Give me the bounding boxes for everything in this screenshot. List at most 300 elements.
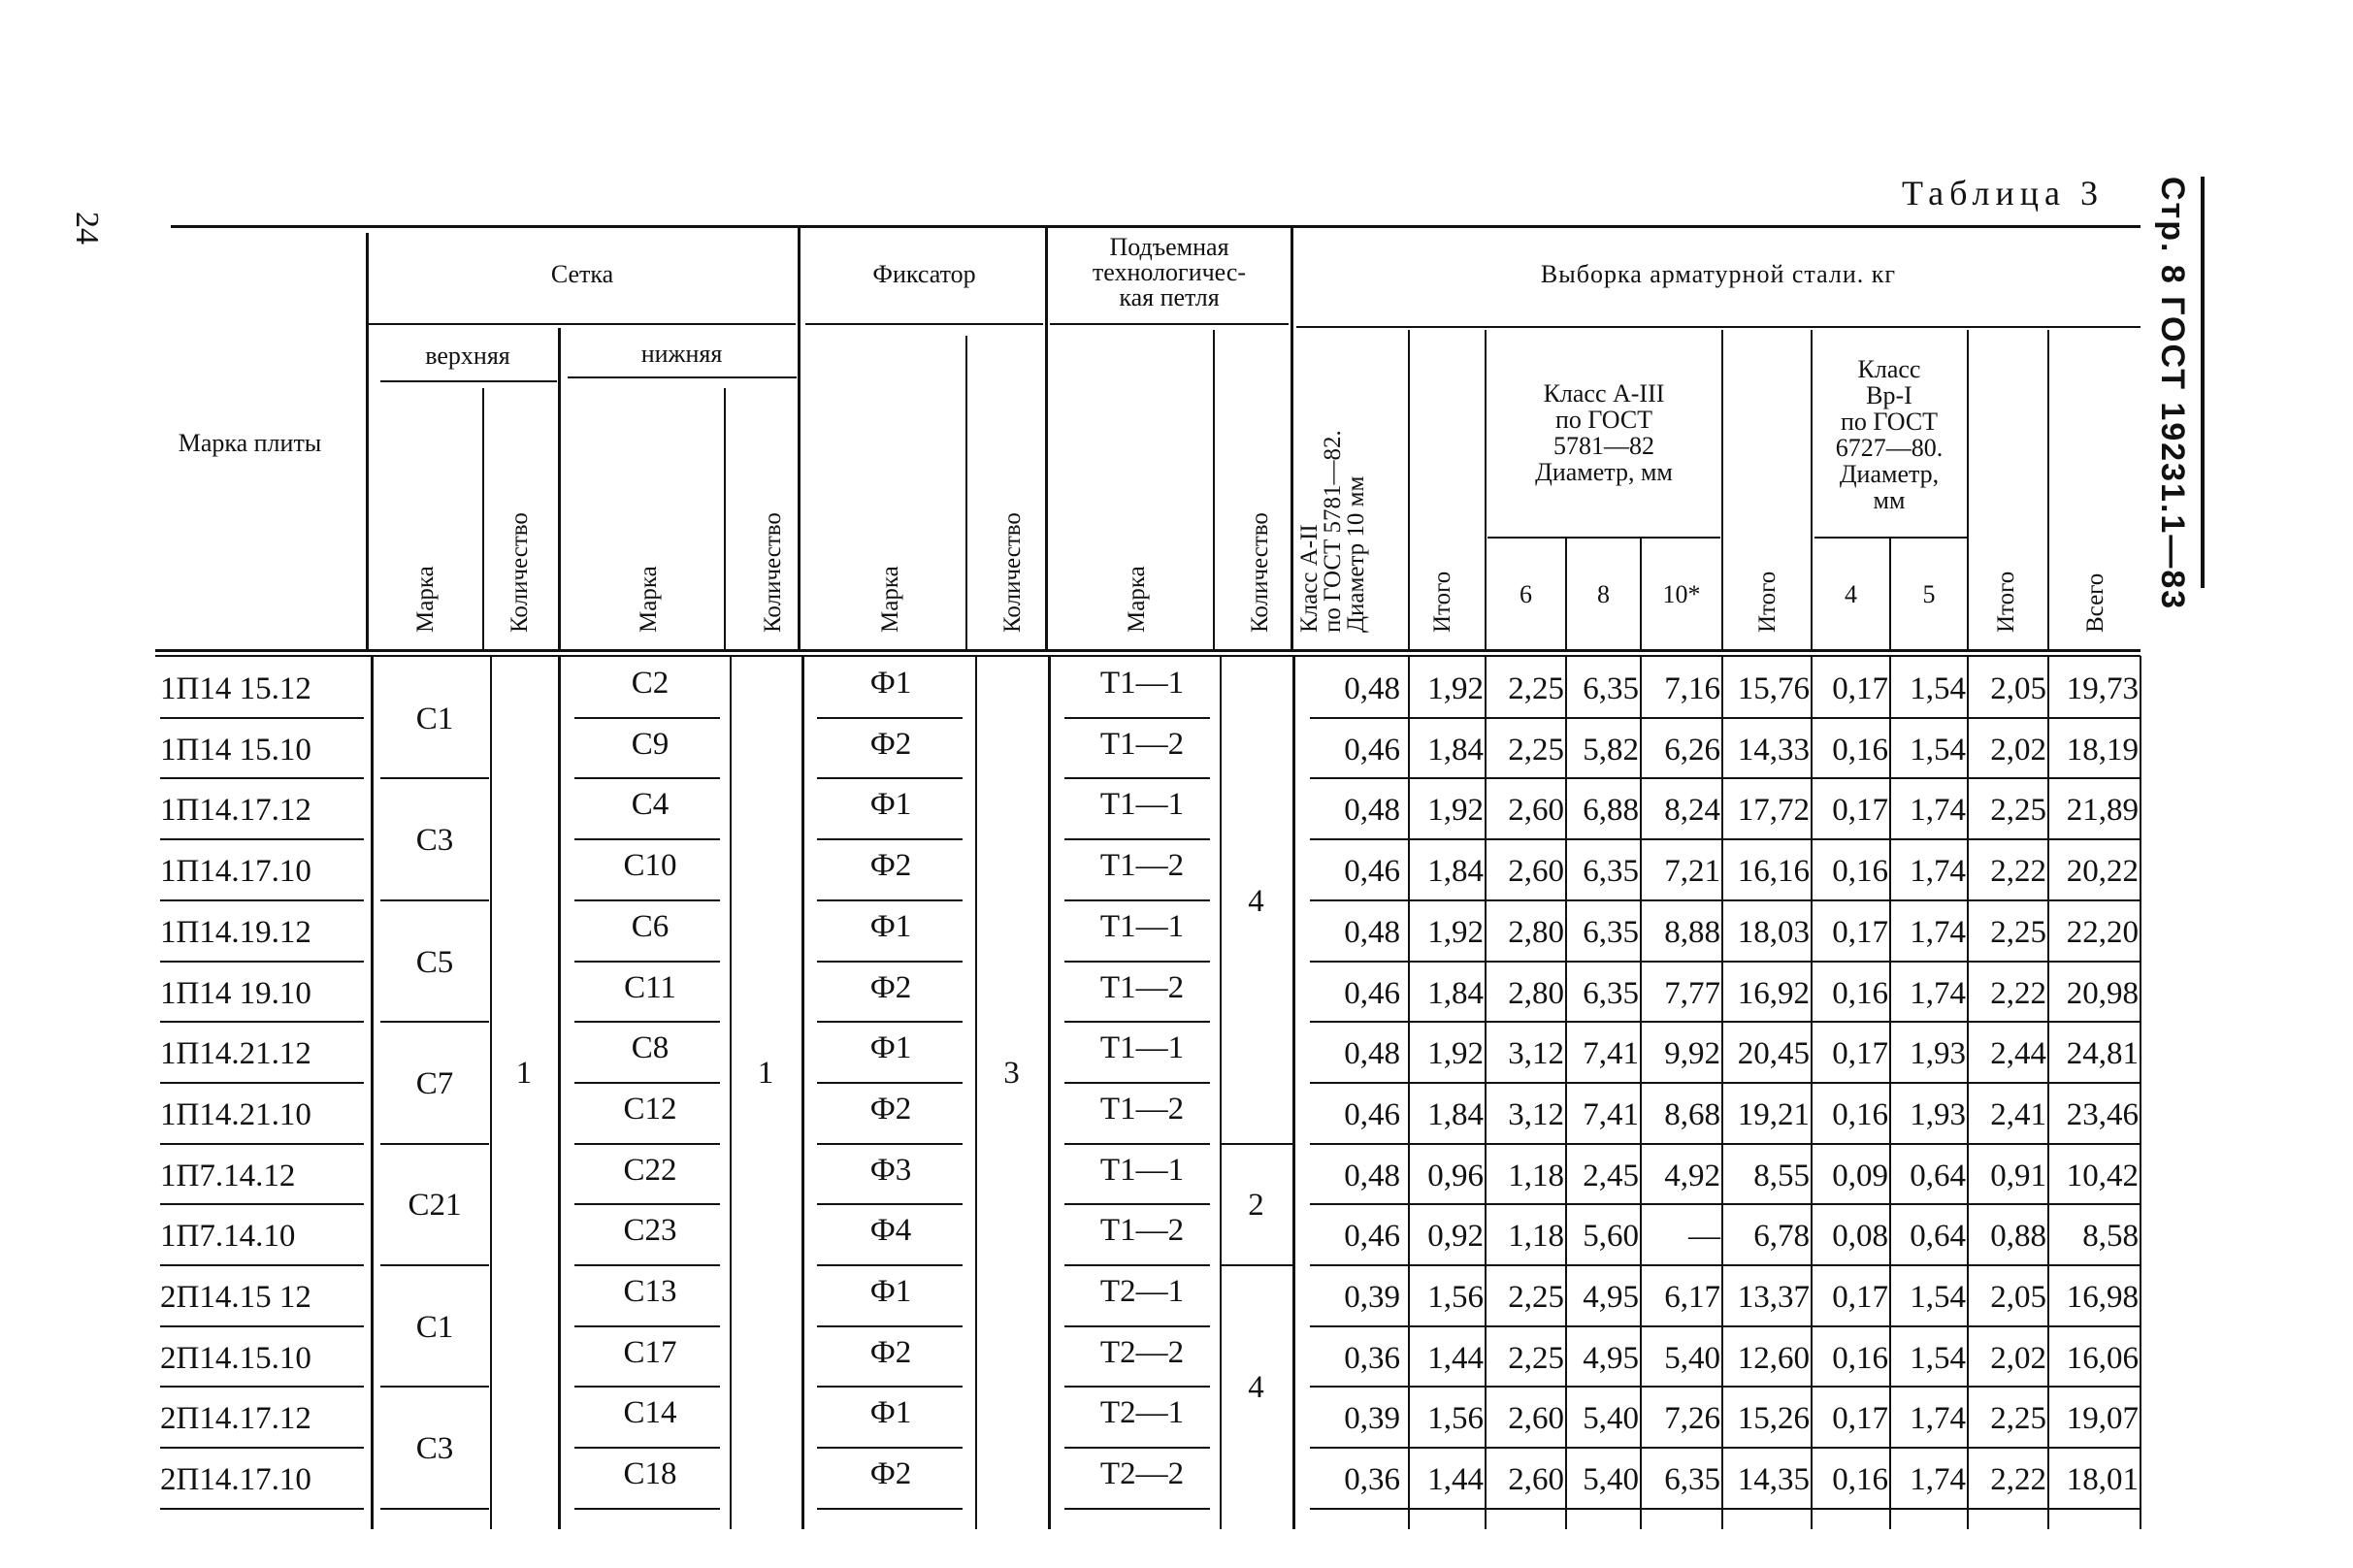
value-d8: 6,35: [1583, 976, 1639, 1011]
group-line: [380, 1021, 489, 1023]
value-total: 19,07: [2066, 1401, 2139, 1436]
row-line: [817, 899, 963, 901]
fixator-mark: Ф4: [869, 1213, 912, 1248]
row-line: [817, 717, 963, 719]
lower-mesh-mark: С9: [631, 727, 670, 762]
value-it1: 0,96: [1427, 1159, 1484, 1193]
value-a2: 0,48: [1344, 793, 1400, 828]
value-d8: 6,88: [1583, 793, 1639, 828]
body-vline: [1811, 656, 1813, 1529]
hdr-vline: [965, 336, 967, 650]
fixator-mark: Ф1: [869, 1274, 912, 1309]
value-d10: 6,35: [1664, 1462, 1720, 1497]
side-rule: [2201, 177, 2205, 588]
upper-qty: 1: [515, 1056, 533, 1091]
header-d10: 10*: [1662, 580, 1701, 608]
header-class-bp-line: Вр-I: [1866, 381, 1912, 409]
value-d8: 4,95: [1583, 1280, 1639, 1315]
header-loop-qty: Количество: [1247, 512, 1273, 633]
header-class-bp-line: 6727—80.: [1835, 434, 1944, 462]
value-a2: 0,39: [1344, 1280, 1400, 1315]
loop-mark: Т2—1: [1099, 1274, 1185, 1309]
row-line: [574, 1447, 720, 1449]
value-it2: 14,33: [1737, 733, 1810, 768]
row-line: [574, 961, 720, 963]
plate-mark: 1П14.17.12: [160, 793, 311, 828]
value-d8: 4,95: [1583, 1341, 1639, 1376]
row-line: [1064, 717, 1210, 719]
value-d10: 5,40: [1664, 1341, 1720, 1376]
row-line: [160, 1386, 364, 1388]
row-line: [160, 1325, 364, 1327]
value-d8: 7,41: [1583, 1036, 1639, 1071]
value-it3: 2,44: [1990, 1036, 2046, 1071]
value-it2: 18,03: [1737, 915, 1810, 950]
fixator-mark: Ф1: [869, 1395, 912, 1430]
loop-group-line: [1220, 1264, 1292, 1266]
lower-qty: 1: [757, 1056, 774, 1091]
value-it3: 2,25: [1990, 915, 2046, 950]
value-d4: 0,17: [1832, 671, 1888, 706]
group-line: [380, 1386, 489, 1388]
row-line: [1064, 1143, 1210, 1145]
value-d6: 2,80: [1508, 976, 1564, 1011]
row-line: [160, 961, 364, 963]
value-d10: —: [1688, 1219, 1720, 1254]
body-vline: [490, 656, 492, 1529]
row-line: [1064, 1447, 1210, 1449]
header-class-a2-line: по ГОСТ 5781—82.: [1320, 430, 1346, 633]
row-line: [1310, 717, 2140, 719]
row-line: [817, 1508, 963, 1510]
value-it1: 1,92: [1427, 671, 1484, 706]
row-line: [160, 899, 364, 901]
header-petlya-line: технологичес-: [1092, 258, 1247, 286]
loop-mark: Т1—1: [1099, 787, 1185, 822]
value-d6: 2,60: [1508, 1401, 1564, 1436]
row-line: [160, 1447, 364, 1449]
value-d4: 0,16: [1832, 976, 1888, 1011]
hdr-hline: [1814, 537, 1967, 539]
value-it2: 12,60: [1737, 1341, 1810, 1376]
row-line: [574, 838, 720, 840]
header-bottom-rule-2: [155, 655, 2141, 657]
value-d6: 2,60: [1508, 793, 1564, 828]
header-class-a3-line: Диаметр, мм: [1535, 458, 1673, 486]
value-d5: 0,64: [1910, 1159, 1966, 1193]
plate-mark: 1П14 15.10: [160, 733, 311, 768]
value-d5: 1,74: [1910, 976, 1966, 1011]
row-line: [160, 1143, 364, 1145]
row-line: [1064, 961, 1210, 963]
value-it2: 20,45: [1737, 1036, 1810, 1071]
upper-mesh-mark: С3: [415, 823, 454, 858]
body-vline: [1721, 656, 1723, 1529]
header-d5: 5: [1922, 580, 1936, 608]
body-vline: [1565, 656, 1567, 1529]
header-petlya-line: Подъемная: [1109, 233, 1229, 261]
value-it2: 15,76: [1737, 671, 1810, 706]
header-class-a2: [1298, 430, 1368, 633]
row-line: [1064, 1203, 1210, 1205]
header-class-a2-line: Класс А-II: [1296, 524, 1323, 633]
value-it3: 2,41: [1990, 1097, 2046, 1132]
body-vline: [730, 656, 732, 1529]
value-d10: 6,17: [1664, 1280, 1720, 1315]
row-line: [1310, 1264, 2140, 1266]
fixator-mark: Ф1: [869, 787, 912, 822]
hdr-hline: [1296, 326, 2141, 328]
upper-mesh-mark: С7: [415, 1066, 454, 1101]
value-it1: 1,56: [1427, 1401, 1484, 1436]
row-line: [1064, 1508, 1210, 1510]
row-line: [160, 1203, 364, 1205]
upper-mesh-mark: С3: [415, 1431, 454, 1466]
value-a2: 0,48: [1344, 1159, 1400, 1193]
value-d4: 0,09: [1832, 1159, 1888, 1193]
row-line: [1310, 838, 2140, 840]
row-line: [817, 1447, 963, 1449]
lower-mesh-mark: С8: [631, 1030, 670, 1065]
hdr-hline: [805, 323, 1043, 325]
value-d4: 0,17: [1832, 1280, 1888, 1315]
hdr-vline: [1721, 330, 1723, 650]
row-line: [1310, 777, 2140, 779]
plate-mark: 2П14.15 12: [160, 1280, 311, 1315]
loop-mark: Т1—2: [1099, 1213, 1185, 1248]
header-class-bp-line: Диаметр,: [1839, 460, 1940, 488]
row-line: [1310, 1447, 2140, 1449]
value-a2: 0,48: [1344, 1036, 1400, 1071]
fixator-qty: 3: [1003, 1056, 1020, 1091]
loop-mark: Т1—2: [1099, 970, 1185, 1005]
plate-mark: 1П14.21.12: [160, 1036, 311, 1071]
lower-mesh-mark: С10: [623, 848, 677, 883]
fixator-mark: Ф2: [869, 727, 912, 762]
body-vline: [371, 656, 374, 1529]
value-d5: 1,54: [1910, 1280, 1966, 1315]
value-it3: 2,02: [1990, 733, 2046, 768]
value-it2: 16,92: [1737, 976, 1810, 1011]
value-d6: 2,25: [1508, 733, 1564, 768]
value-d5: 1,74: [1910, 1462, 1966, 1497]
header-itogo-3: Итого: [1993, 571, 2019, 633]
plate-mark: 2П14.15.10: [160, 1341, 311, 1376]
row-line: [160, 777, 364, 779]
value-it3: 2,22: [1990, 1462, 2046, 1497]
fixator-mark: Ф2: [869, 1456, 912, 1491]
lower-mesh-mark: С22: [623, 1153, 677, 1188]
row-line: [1064, 1325, 1210, 1327]
value-it1: 1,84: [1427, 1097, 1484, 1132]
loop-group-line: [1220, 1143, 1292, 1145]
value-d8: 6,35: [1583, 671, 1639, 706]
row-line: [817, 961, 963, 963]
plate-mark: 1П14 19.10: [160, 976, 311, 1011]
row-line: [574, 1021, 720, 1023]
fixator-mark: Ф1: [869, 666, 912, 701]
header-fiksator: Фиксатор: [872, 260, 976, 288]
header-petlya: [1050, 235, 1289, 310]
value-d8: 7,41: [1583, 1097, 1639, 1132]
plate-mark: 1П14.17.10: [160, 854, 311, 889]
group-line: [380, 1264, 489, 1266]
value-it2: 19,21: [1737, 1097, 1810, 1132]
value-d8: 6,35: [1583, 854, 1639, 889]
row-line: [1310, 1508, 2140, 1510]
value-d5: 1,54: [1910, 671, 1966, 706]
body-vline: [2047, 656, 2049, 1529]
value-d5: 1,74: [1910, 1401, 1966, 1436]
value-d4: 0,16: [1832, 1341, 1888, 1376]
value-d6: 2,60: [1508, 1462, 1564, 1497]
value-it3: 0,88: [1990, 1219, 2046, 1254]
header-setka: Сетка: [550, 260, 614, 288]
body-vline: [2140, 656, 2141, 1529]
value-d6: 1,18: [1508, 1159, 1564, 1193]
row-line: [817, 1203, 963, 1205]
value-d10: 4,92: [1664, 1159, 1720, 1193]
value-total: 20,22: [2066, 854, 2139, 889]
loop-mark: Т1—1: [1099, 666, 1185, 701]
row-line: [574, 1143, 720, 1145]
value-d6: 2,25: [1508, 671, 1564, 706]
value-d5: 1,54: [1910, 1341, 1966, 1376]
value-d5: 1,93: [1910, 1097, 1966, 1132]
body-vline: [558, 656, 561, 1529]
loop-qty: 4: [1248, 884, 1264, 919]
fixator-mark: Ф2: [869, 970, 912, 1005]
row-line: [1064, 777, 1210, 779]
body-vline: [1408, 656, 1410, 1529]
value-it1: 1,84: [1427, 854, 1484, 889]
value-d8: 5,40: [1583, 1462, 1639, 1497]
header-verhnyaya: верхняя: [425, 342, 510, 370]
value-it1: 1,92: [1427, 1036, 1484, 1071]
row-line: [574, 1508, 720, 1510]
row-line: [574, 1325, 720, 1327]
hdr-vline: [798, 228, 801, 650]
group-line: [380, 1143, 489, 1145]
row-line: [1310, 1082, 2140, 1084]
lower-mesh-mark: С11: [624, 970, 676, 1005]
row-line: [817, 1325, 963, 1327]
value-d4: 0,16: [1832, 1097, 1888, 1132]
lower-mesh-mark: С6: [631, 909, 670, 944]
value-d10: 7,16: [1664, 671, 1720, 706]
value-d8: 2,45: [1583, 1159, 1639, 1193]
fixator-mark: Ф2: [869, 1092, 912, 1127]
upper-mesh-mark: С5: [415, 945, 454, 980]
header-itogo-1: Итого: [1429, 571, 1455, 633]
lower-mesh-mark: С14: [623, 1395, 677, 1430]
value-a2: 0,39: [1344, 1401, 1400, 1436]
loop-qty: 4: [1248, 1370, 1264, 1405]
row-line: [1310, 1386, 2140, 1388]
header-lower-marka: Марка: [636, 566, 662, 633]
plate-mark: 1П14.19.12: [160, 915, 311, 950]
value-total: 18,01: [2066, 1462, 2139, 1497]
value-d4: 0,16: [1832, 733, 1888, 768]
header-class-a3-line: 5781—82: [1553, 432, 1654, 460]
value-d10: 6,26: [1664, 733, 1720, 768]
body-vline: [1967, 656, 1969, 1529]
fixator-mark: Ф1: [869, 1030, 912, 1065]
value-d5: 1,74: [1910, 854, 1966, 889]
row-line: [574, 717, 720, 719]
value-d4: 0,17: [1832, 1401, 1888, 1436]
row-line: [1064, 1021, 1210, 1023]
lower-mesh-mark: С18: [623, 1456, 677, 1491]
header-fix-qty: Количество: [999, 512, 1026, 633]
value-it2: 14,35: [1737, 1462, 1810, 1497]
header-nizhnyaya: нижняя: [640, 340, 723, 368]
loop-mark: Т1—2: [1099, 727, 1185, 762]
row-line: [817, 838, 963, 840]
loop-mark: Т1—1: [1099, 1030, 1185, 1065]
hdr-vline: [1967, 330, 1969, 650]
group-line: [380, 899, 489, 901]
body-vline: [801, 656, 804, 1529]
value-it2: 8,55: [1753, 1159, 1810, 1193]
row-line: [1064, 1264, 1210, 1266]
lower-mesh-mark: С17: [623, 1335, 677, 1370]
value-a2: 0,46: [1344, 1097, 1400, 1132]
row-line: [1310, 961, 2140, 963]
value-d8: 6,35: [1583, 915, 1639, 950]
value-it3: 0,91: [1990, 1159, 2046, 1193]
value-a2: 0,46: [1344, 976, 1400, 1011]
value-d5: 0,64: [1910, 1219, 1966, 1254]
upper-mesh-mark: С1: [415, 1310, 454, 1345]
value-d6: 2,80: [1508, 915, 1564, 950]
value-d4: 0,16: [1832, 854, 1888, 889]
value-it2: 13,37: [1737, 1280, 1810, 1315]
row-line: [574, 1386, 720, 1388]
value-d5: 1,74: [1910, 915, 1966, 950]
hdr-hline: [1487, 537, 1720, 539]
value-d10: 9,92: [1664, 1036, 1720, 1071]
row-line: [817, 1386, 963, 1388]
value-total: 20,98: [2066, 976, 2139, 1011]
plate-mark: 2П14.17.12: [160, 1401, 311, 1436]
hdr-vline: [2047, 330, 2049, 650]
row-line: [574, 1082, 720, 1084]
header-vsego: Всего: [2082, 572, 2108, 633]
value-it1: 1,84: [1427, 976, 1484, 1011]
page-number: 24: [69, 212, 105, 245]
hdr-vline: [724, 388, 726, 650]
row-line: [1310, 899, 2140, 901]
value-d10: 8,68: [1664, 1097, 1720, 1132]
plate-mark: 1П7.14.12: [160, 1159, 296, 1193]
header-class-a3-line: по ГОСТ: [1554, 406, 1653, 434]
row-line: [574, 899, 720, 901]
value-d5: 1,93: [1910, 1036, 1966, 1071]
loop-mark: Т2—1: [1099, 1395, 1185, 1430]
top-rule: [171, 225, 2141, 228]
value-total: 18,19: [2066, 733, 2139, 768]
hdr-vline: [558, 328, 561, 650]
upper-mesh-mark: С1: [415, 702, 454, 736]
header-marka-plity: Марка плиты: [178, 429, 322, 457]
loop-mark: Т2—2: [1099, 1335, 1185, 1370]
fixator-mark: Ф2: [869, 1335, 912, 1370]
value-d4: 0,17: [1832, 1036, 1888, 1071]
value-it2: 16,16: [1737, 854, 1810, 889]
value-a2: 0,46: [1344, 854, 1400, 889]
value-d6: 1,18: [1508, 1219, 1564, 1254]
value-total: 19,73: [2066, 671, 2139, 706]
header-class-a2-line: Диаметр 10 мм: [1343, 475, 1369, 633]
value-it2: 15,26: [1737, 1401, 1810, 1436]
loop-mark: Т1—1: [1099, 909, 1185, 944]
loop-mark: Т1—2: [1099, 1092, 1185, 1127]
row-line: [817, 1264, 963, 1266]
body-vline: [1292, 656, 1295, 1529]
value-it3: 2,22: [1990, 976, 2046, 1011]
side-header: Стр. 8 ГОСТ 19231.1—83: [2154, 177, 2191, 611]
value-it3: 2,25: [1990, 793, 2046, 828]
group-line: [380, 1508, 489, 1510]
value-d8: 5,60: [1583, 1219, 1639, 1254]
value-total: 21,89: [2066, 793, 2139, 828]
body-vline: [1485, 656, 1487, 1529]
value-d4: 0,17: [1832, 915, 1888, 950]
value-it2: 6,78: [1753, 1219, 1810, 1254]
table-title: Таблица 3: [1902, 174, 2104, 212]
header-itogo-2: Итого: [1754, 571, 1781, 633]
value-total: 24,81: [2066, 1036, 2139, 1071]
row-line: [574, 777, 720, 779]
value-a2: 0,36: [1344, 1341, 1400, 1376]
value-d6: 3,12: [1508, 1036, 1564, 1071]
fixator-mark: Ф2: [869, 848, 912, 883]
row-line: [817, 777, 963, 779]
value-d10: 8,88: [1664, 915, 1720, 950]
header-d4: 4: [1845, 580, 1857, 608]
value-d4: 0,17: [1832, 793, 1888, 828]
value-it2: 17,72: [1737, 793, 1810, 828]
value-d6: 2,25: [1508, 1341, 1564, 1376]
value-it1: 1,84: [1427, 733, 1484, 768]
row-line: [160, 1021, 364, 1023]
value-d6: 2,60: [1508, 854, 1564, 889]
value-d6: 2,25: [1508, 1280, 1564, 1315]
lower-mesh-mark: С4: [631, 787, 670, 822]
value-it3: 2,05: [1990, 671, 2046, 706]
header-d8: 8: [1597, 580, 1610, 608]
value-a2: 0,46: [1344, 1219, 1400, 1254]
header-fix-marka: Марка: [877, 566, 903, 633]
group-line: [380, 777, 489, 779]
header-upper-qty: Количество: [507, 512, 533, 633]
value-it1: 1,92: [1427, 793, 1484, 828]
hdr-vline: [1408, 330, 1410, 650]
fixator-mark: Ф1: [869, 909, 912, 944]
value-it3: 2,02: [1990, 1341, 2046, 1376]
value-it1: 1,44: [1427, 1462, 1484, 1497]
value-it1: 1,56: [1427, 1280, 1484, 1315]
plate-mark: 1П14.21.10: [160, 1097, 311, 1132]
row-line: [160, 717, 364, 719]
header-vyborka: Выборка арматурной стали. кг: [1540, 260, 1897, 288]
header-lower-qty: Количество: [760, 512, 786, 633]
value-a2: 0,48: [1344, 671, 1400, 706]
body-vline: [1048, 656, 1051, 1529]
value-a2: 0,46: [1344, 733, 1400, 768]
row-line: [160, 1082, 364, 1084]
